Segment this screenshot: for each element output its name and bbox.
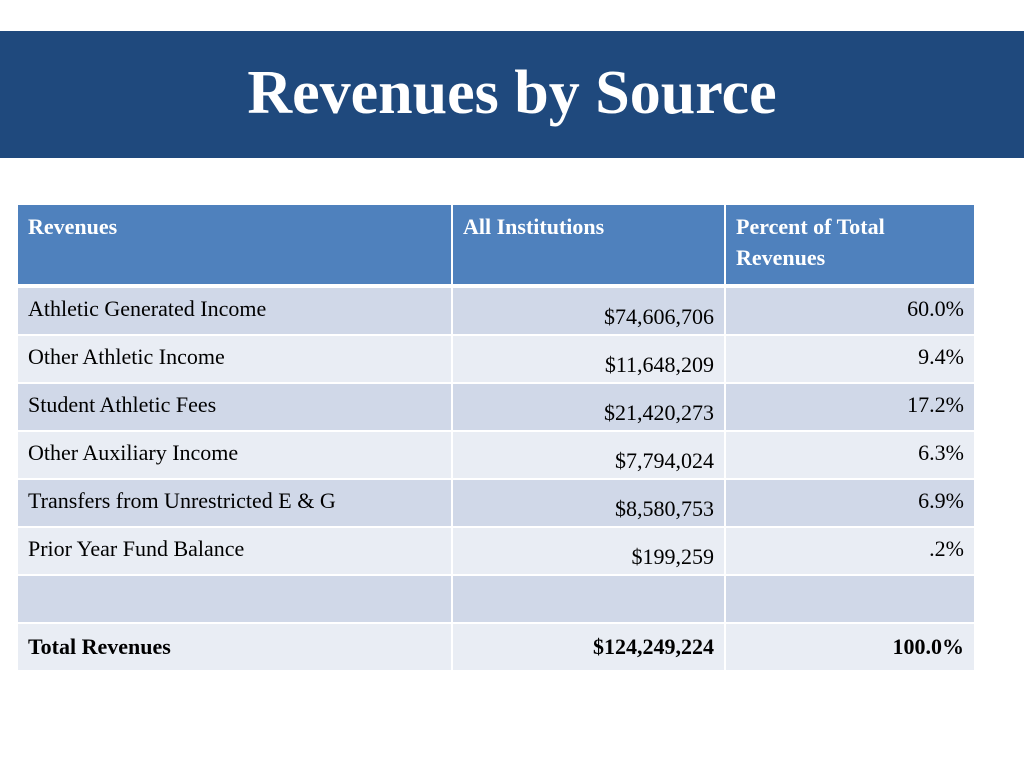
revenues-table — [16, 203, 976, 672]
row-amount: $11,648,209 — [452, 335, 725, 383]
slide-title: Revenues by Source — [247, 58, 777, 127]
table-row — [17, 527, 975, 575]
row-amount: $7,794,024 — [452, 431, 725, 479]
row-label: Prior Year Fund Balance — [17, 527, 452, 575]
table-row — [17, 335, 975, 383]
row-label: Transfers from Unrestricted E & G — [17, 479, 452, 527]
header-percent-of-total: Percent of Total Revenues — [725, 204, 975, 286]
row-percent: .2% — [725, 527, 975, 575]
row-label: Athletic Generated Income — [17, 286, 452, 335]
header-all-institutions: All Institutions — [452, 204, 725, 286]
row-percent: 6.3% — [725, 431, 975, 479]
row-percent — [725, 575, 975, 623]
row-label: Student Athletic Fees — [17, 383, 452, 431]
table-header-row — [17, 204, 975, 286]
total-amount: $124,249,224 — [452, 623, 725, 671]
table-row — [17, 383, 975, 431]
total-percent: 100.0% — [725, 623, 975, 671]
title-bar — [0, 31, 1024, 158]
total-label: Total Revenues — [17, 623, 452, 671]
table-row — [17, 286, 975, 335]
table-row — [17, 431, 975, 479]
row-percent: 60.0% — [725, 286, 975, 335]
row-percent: 6.9% — [725, 479, 975, 527]
row-label: Other Auxiliary Income — [17, 431, 452, 479]
table-row — [17, 479, 975, 527]
row-percent: 9.4% — [725, 335, 975, 383]
row-amount: $21,420,273 — [452, 383, 725, 431]
row-amount: $199,259 — [452, 527, 725, 575]
row-amount: $8,580,753 — [452, 479, 725, 527]
header-revenues: Revenues — [17, 204, 452, 286]
table-row-empty — [17, 575, 975, 623]
total-row — [17, 623, 975, 671]
row-amount — [452, 575, 725, 623]
row-percent: 17.2% — [725, 383, 975, 431]
row-label: Other Athletic Income — [17, 335, 452, 383]
row-amount: $74,606,706 — [452, 286, 725, 335]
row-label — [17, 575, 452, 623]
